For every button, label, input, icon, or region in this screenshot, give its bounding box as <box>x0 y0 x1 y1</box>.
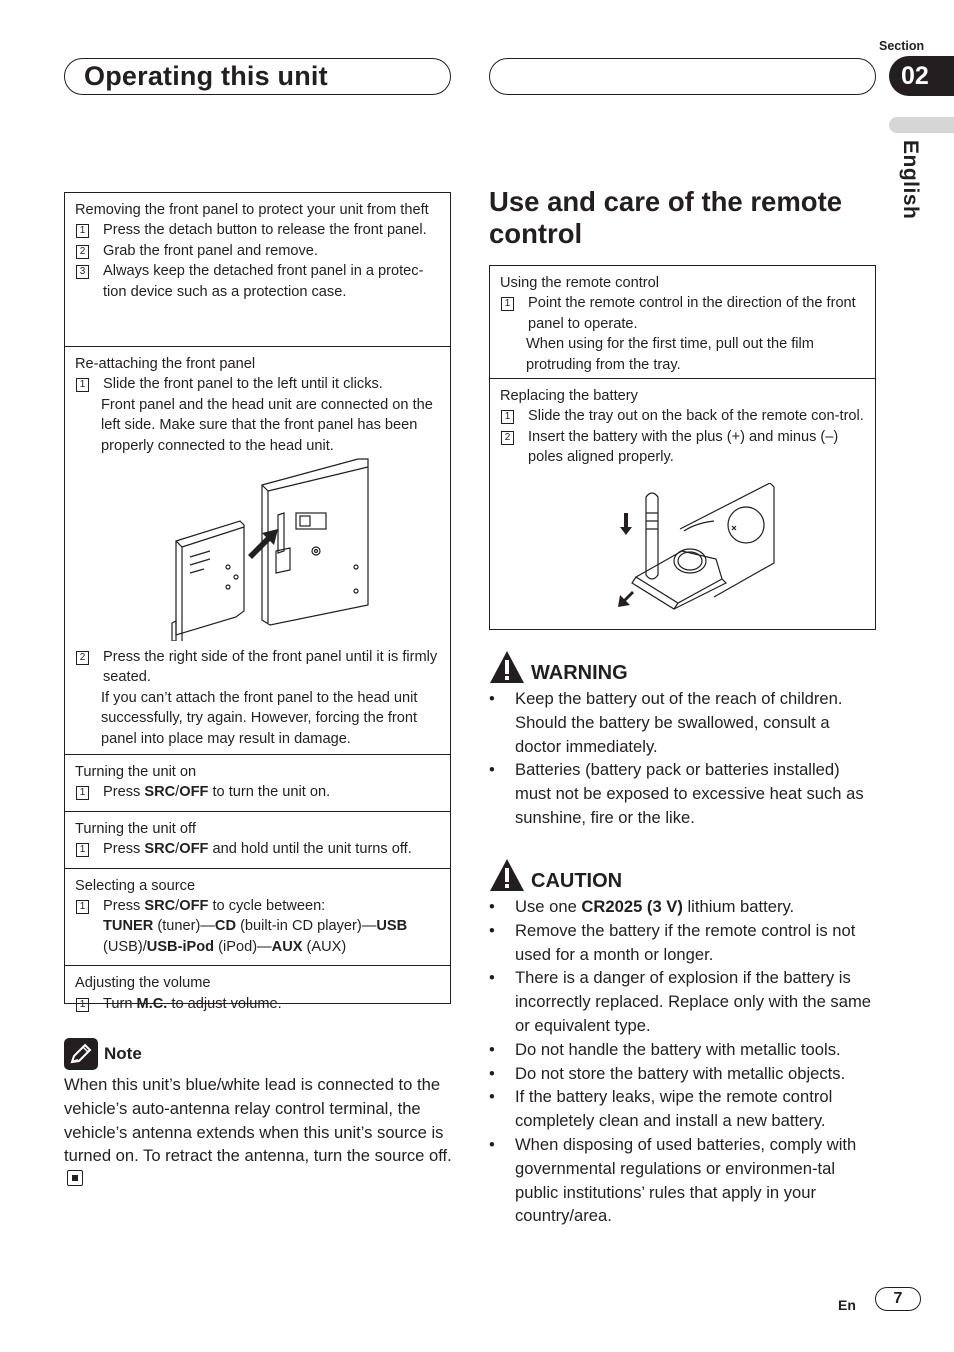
step-text: Insert the battery with the plus (+) and minus (–) poles aligned properly. <box>528 428 839 466</box>
step-item <box>75 782 440 802</box>
reattaching-panel-cell <box>65 347 450 755</box>
list-item: • There is a danger of explosion if the battery is incorrectly replaced. Replace only with the same or equivalent type. <box>489 968 872 1035</box>
volume-title: Adjusting the volume <box>75 975 211 992</box>
list-item: • If the battery leaks, wipe the remote control completely clean and install a new battery. <box>489 1087 833 1131</box>
step-text: Slide the tray out on the back of the remote con-trol. <box>528 408 864 425</box>
removing-panel-title: Removing the front panel to protect your unit from theft <box>75 202 429 218</box>
section-number-badge: 02 <box>889 56 954 96</box>
using-remote-title: Using the remote control <box>500 275 659 291</box>
step-text: Turn M.C. to adjust volume. <box>103 995 282 1012</box>
step-number: 1 <box>76 224 89 238</box>
selecting-source-title: Selecting a source <box>75 877 196 894</box>
list-item: • Batteries (battery pack or batteries installed) must not be exposed to excessive heat such as sunshine, fire or the like. <box>489 760 864 827</box>
using-remote-cell <box>490 266 875 379</box>
step-text: Press the detach button to release the front panel. <box>103 222 427 239</box>
caution-heading <box>489 856 622 893</box>
replacing-battery-cell <box>490 379 875 628</box>
warning-list <box>489 687 879 830</box>
remote-instructions-box <box>489 265 876 630</box>
step-number: 3 <box>76 265 89 279</box>
header-empty-frame <box>489 58 876 95</box>
selecting-source-cell <box>65 869 450 967</box>
list-item: • When disposing of used batteries, comply with governmental regulations or environmen-tal public institutions’ rules that apply in your country/area. <box>489 1134 857 1226</box>
language-label: English <box>899 140 922 220</box>
warning-heading <box>489 648 628 685</box>
step-detail: Front panel and the head unit are connected on the left side. Make sure that the front panel has been properly connected to the head unit. <box>101 396 433 454</box>
step-detail: When using for the first time, pull out the film protruding from the tray. <box>526 336 814 373</box>
section-label: Section <box>879 39 925 53</box>
note-text-block <box>64 1073 454 1192</box>
list-item: • Do not store the battery with metallic objects. <box>489 1063 846 1083</box>
step-item <box>75 994 440 1014</box>
list-item: • Remove the battery if the remote control is not used for a month or longer. <box>489 920 856 964</box>
note-label: Note <box>104 1044 142 1063</box>
step-text: Press SRC/OFF to cycle between: TUNER (tuner)—CD (built-in CD player)—USB (USB)/USB-iPod (iPod)—AUX (AUX) <box>103 898 408 955</box>
step-item <box>75 261 440 302</box>
step-item <box>500 293 865 334</box>
warning-label: WARNING <box>531 662 628 684</box>
step-text: Grab the front panel and remove. <box>103 242 318 259</box>
step-text: Press the right side of the front panel until it is firmly seated. <box>103 649 438 686</box>
step-number: 2 <box>501 431 514 445</box>
step-number: 1 <box>76 900 89 914</box>
page-title: Operating this unit <box>84 61 328 91</box>
step-number: 2 <box>76 245 89 259</box>
turning-off-title: Turning the unit off <box>75 820 196 837</box>
turning-off-cell <box>65 812 450 869</box>
step-number: 1 <box>76 843 89 857</box>
step-text: Press SRC/OFF to turn the unit on. <box>103 784 331 801</box>
language-tab <box>889 117 954 133</box>
reattaching-panel-title: Re-attaching the front panel <box>75 356 256 372</box>
step-item <box>75 241 440 261</box>
step-detail: If you can’t attach the front panel to the head unit successfully, try again. However, forcing the front panel into place may result in damage. <box>101 689 418 747</box>
list-item: • Keep the battery out of the reach of children. Should the battery be swallowed, consult a doctor immediately. <box>489 689 843 756</box>
end-of-section-icon <box>67 1170 83 1186</box>
page-number: 7 <box>875 1287 921 1311</box>
note-text: When this unit’s blue/white lead is connected to the vehicle’s auto-antenna relay control terminal, the vehicle’s antenna extends when this unit’s source is turned on. To retract the antenna, turn the source off. <box>64 1075 452 1166</box>
step-number: 1 <box>501 297 514 311</box>
step-item <box>75 896 440 957</box>
replacing-battery-title: Replacing the battery <box>500 388 638 404</box>
remote-heading: Use and care of the remote control <box>489 186 843 249</box>
step-number: 1 <box>76 786 89 800</box>
volume-cell <box>65 966 450 1022</box>
step-text: Slide the front panel to the left until it clicks. <box>103 376 383 393</box>
caution-list <box>489 895 879 1228</box>
list-item: • Use one CR2025 (3 V) lithium battery. <box>489 897 795 916</box>
front-panel-illustration <box>170 455 370 641</box>
caution-triangle-icon <box>489 858 525 892</box>
step-number: 1 <box>501 410 514 424</box>
battery-tray-illustration <box>618 483 778 615</box>
step-number: 1 <box>76 378 89 392</box>
step-text: Press SRC/OFF and hold until the unit turns off. <box>103 841 412 858</box>
turning-on-title: Turning the unit on <box>75 764 197 780</box>
front-panel-instructions-box <box>64 192 451 1012</box>
note-heading <box>64 1038 142 1070</box>
step-number: 1 <box>76 998 89 1012</box>
warning-triangle-icon <box>489 650 525 684</box>
step-text: Point the remote control in the direction of the front panel to operate. <box>528 295 856 332</box>
turning-on-cell <box>65 755 450 812</box>
list-item: • Do not handle the battery with metallic tools. <box>489 1039 841 1059</box>
removing-panel-cell <box>65 193 450 347</box>
step-item <box>75 220 440 240</box>
step-item <box>75 647 440 688</box>
step-item <box>500 406 865 426</box>
caution-label: CAUTION <box>531 870 623 892</box>
step-text: Always keep the detached front panel in a protec-tion device such as a protection case. <box>103 263 424 300</box>
footer-language: En <box>838 1297 856 1313</box>
pencil-note-icon <box>64 1038 98 1070</box>
step-number: 2 <box>76 651 89 665</box>
step-item <box>500 427 865 468</box>
step-item <box>75 839 440 859</box>
step-item <box>75 374 440 394</box>
